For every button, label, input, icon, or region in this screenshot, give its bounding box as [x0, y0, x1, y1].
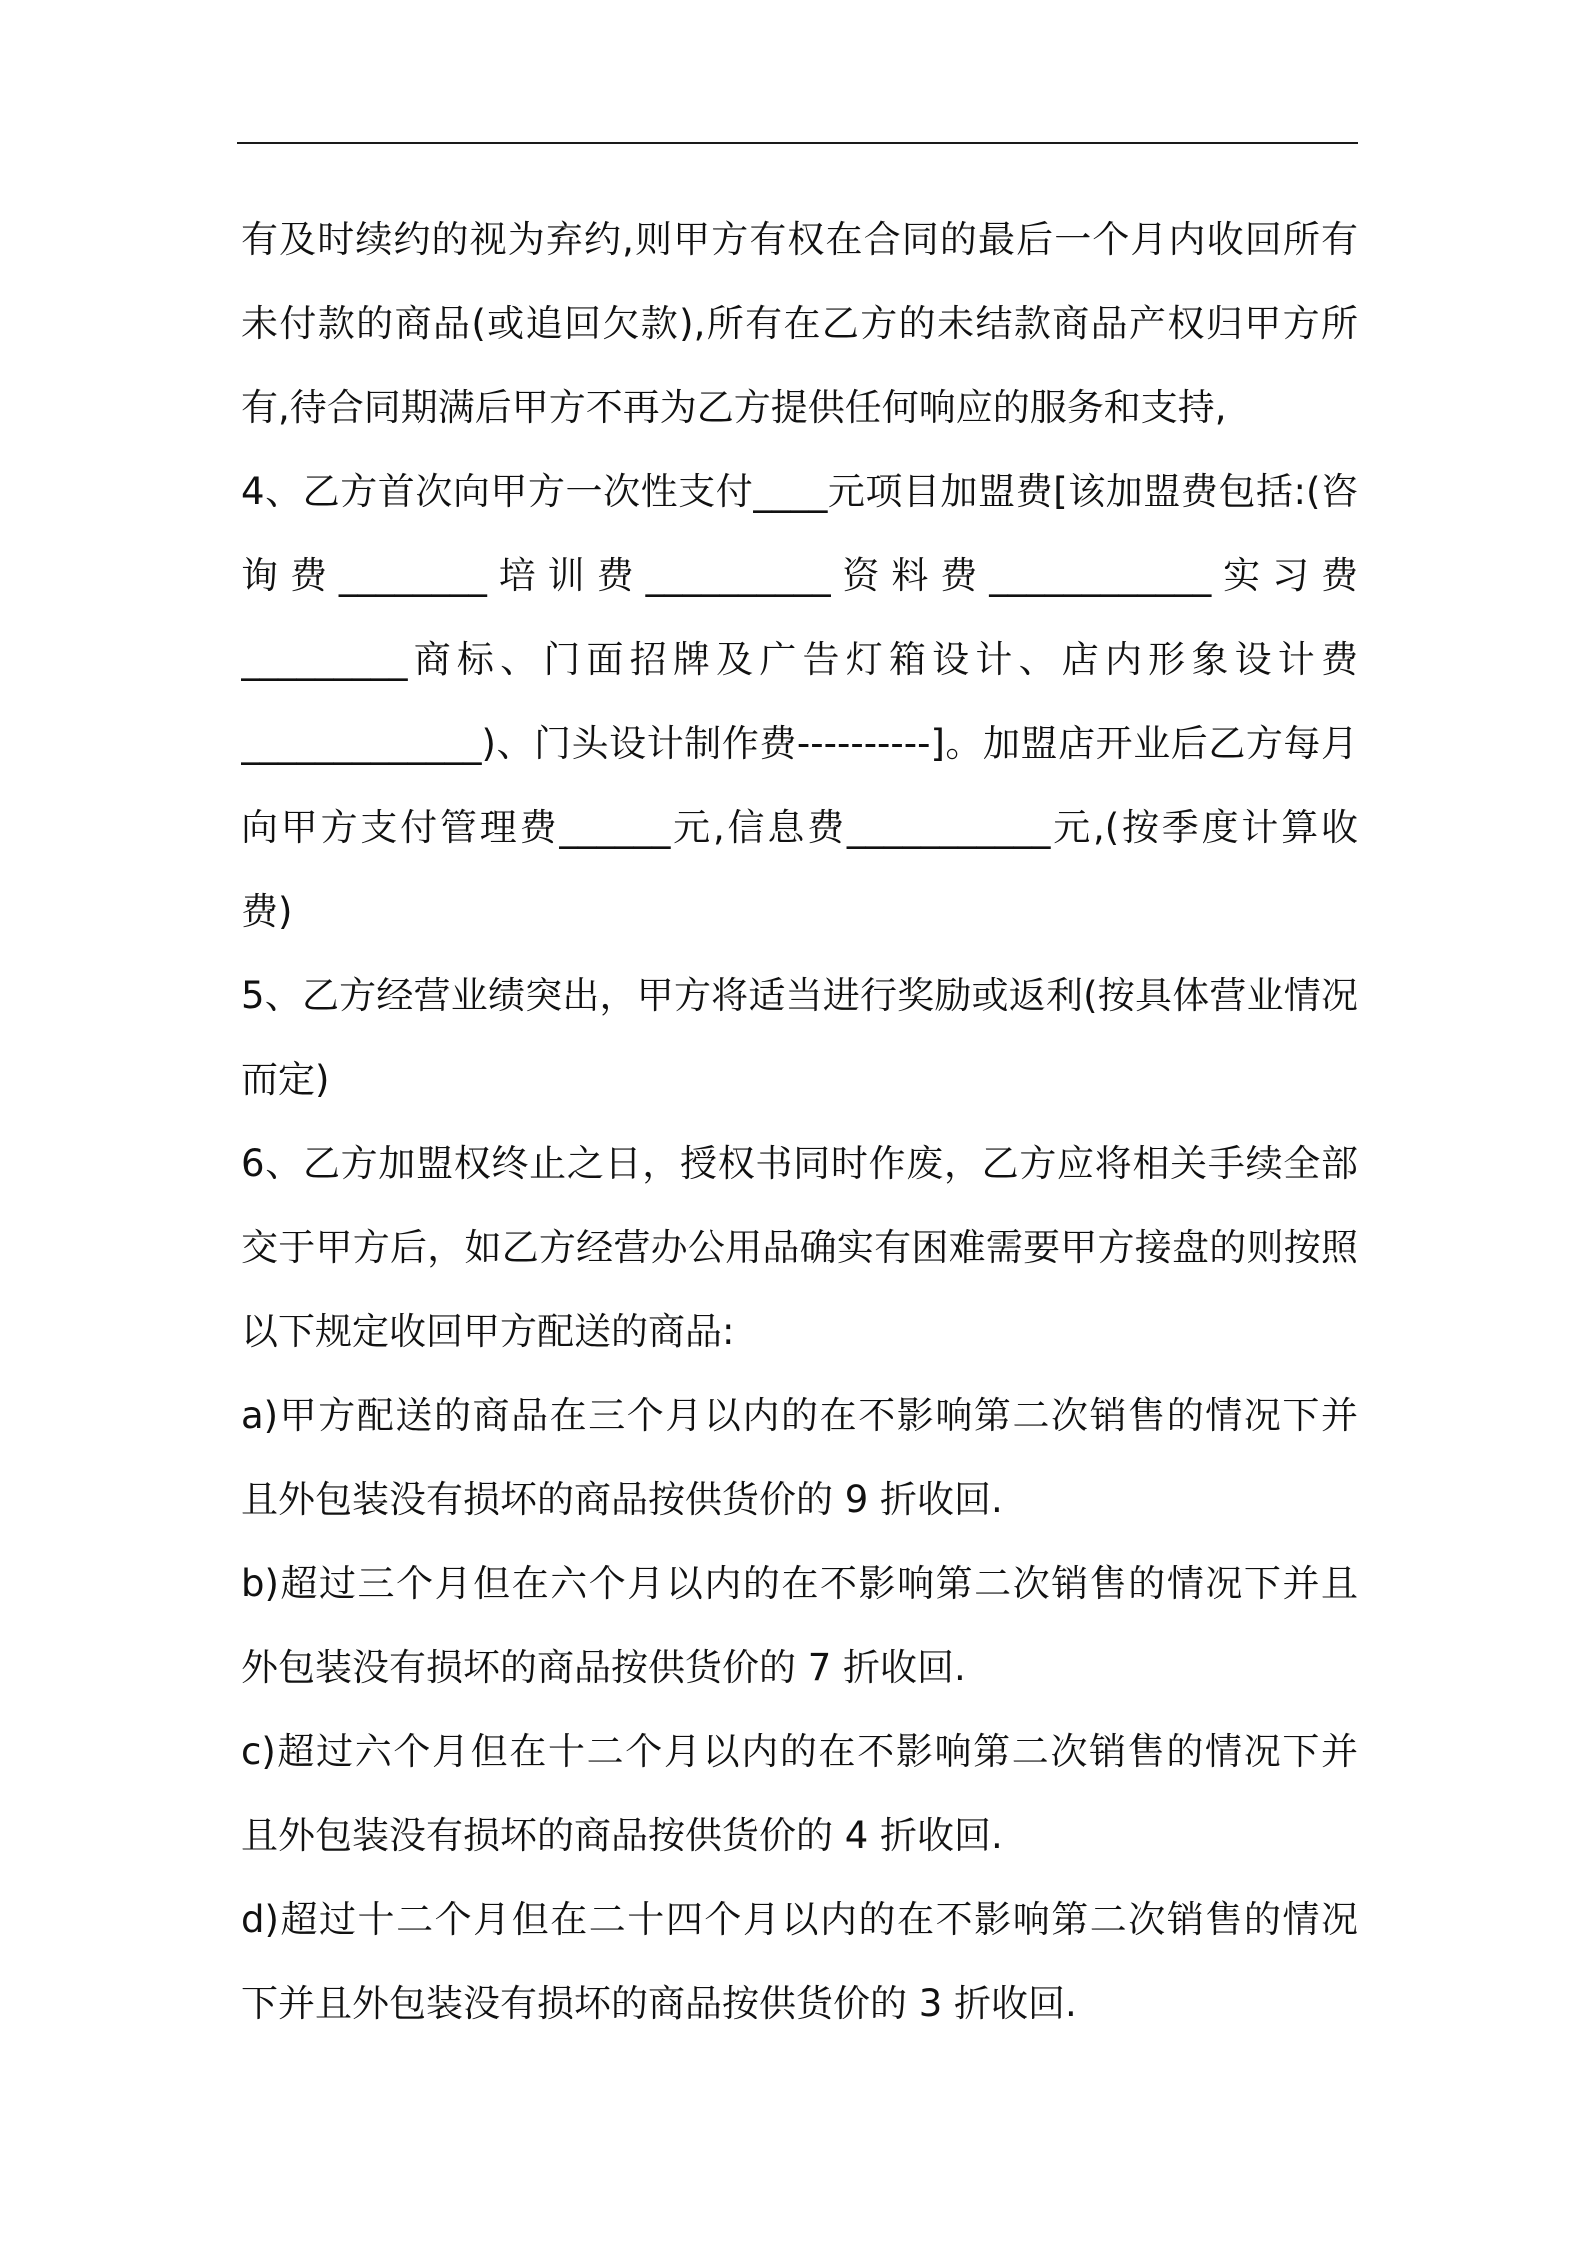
text-line: 且外包装没有损坏的商品按供货价的 4 折收回. — [241, 1814, 1003, 1857]
text-line: 且外包装没有损坏的商品按供货价的 9 折收回. — [241, 1478, 1003, 1521]
text-line: 而定) — [241, 1058, 330, 1101]
text-line: a)甲方配送的商品在三个月以内的在不影响第二次销售的情况下并 — [241, 1394, 1358, 1437]
text-line: 向甲方支付管理费______元,信息费___________元,(按季度计算收 — [241, 806, 1358, 849]
text-line: 有,待合同期满后甲方不再为乙方提供任何响应的服务和支持, — [241, 386, 1227, 429]
text-line: 询 费 ________ 培 训 费 __________ 资 料 费 ____________ 实 习 费 — [241, 554, 1358, 597]
text-line: 下并且外包装没有损坏的商品按供货价的 3 折收回. — [241, 1982, 1077, 2025]
text-line: d)超过十二个月但在二十四个月以内的在不影响第二次销售的情况 — [241, 1898, 1358, 1941]
text-line: _________商标、门面招牌及广告灯箱设计、店内形象设计费 — [241, 638, 1358, 681]
text-line: _____________)、门头设计制作费----------]。加盟店开业后乙方每月 — [241, 722, 1358, 765]
text-line: 外包装没有损坏的商品按供货价的 7 折收回. — [241, 1646, 966, 1689]
text-line: b)超过三个月但在六个月以内的在不影响第二次销售的情况下并且 — [241, 1562, 1358, 1605]
text-line: 未付款的商品(或追回欠款),所有在乙方的未结款商品产权归甲方所 — [241, 302, 1358, 345]
text-line: 交于甲方后，如乙方经营办公用品确实有困难需要甲方接盘的则按照 — [241, 1226, 1358, 1269]
text-line: 费) — [241, 890, 293, 933]
text-line: c)超过六个月但在十二个月以内的在不影响第二次销售的情况下并 — [241, 1730, 1358, 1773]
document-body — [241, 198, 1358, 2046]
header-rule — [237, 142, 1358, 144]
text-line: 以下规定收回甲方配送的商品: — [241, 1310, 735, 1353]
text-line: 4、乙方首次向甲方一次性支付____元项目加盟费[该加盟费包括:(咨 — [241, 470, 1358, 513]
text-line: 有及时续约的视为弃约,则甲方有权在合同的最后一个月内收回所有 — [241, 218, 1358, 261]
text-line: 6、乙方加盟权终止之日，授权书同时作废，乙方应将相关手续全部 — [241, 1142, 1358, 1185]
text-line: 5、乙方经营业绩突出，甲方将适当进行奖励或返利(按具体营业情况 — [241, 974, 1358, 1017]
